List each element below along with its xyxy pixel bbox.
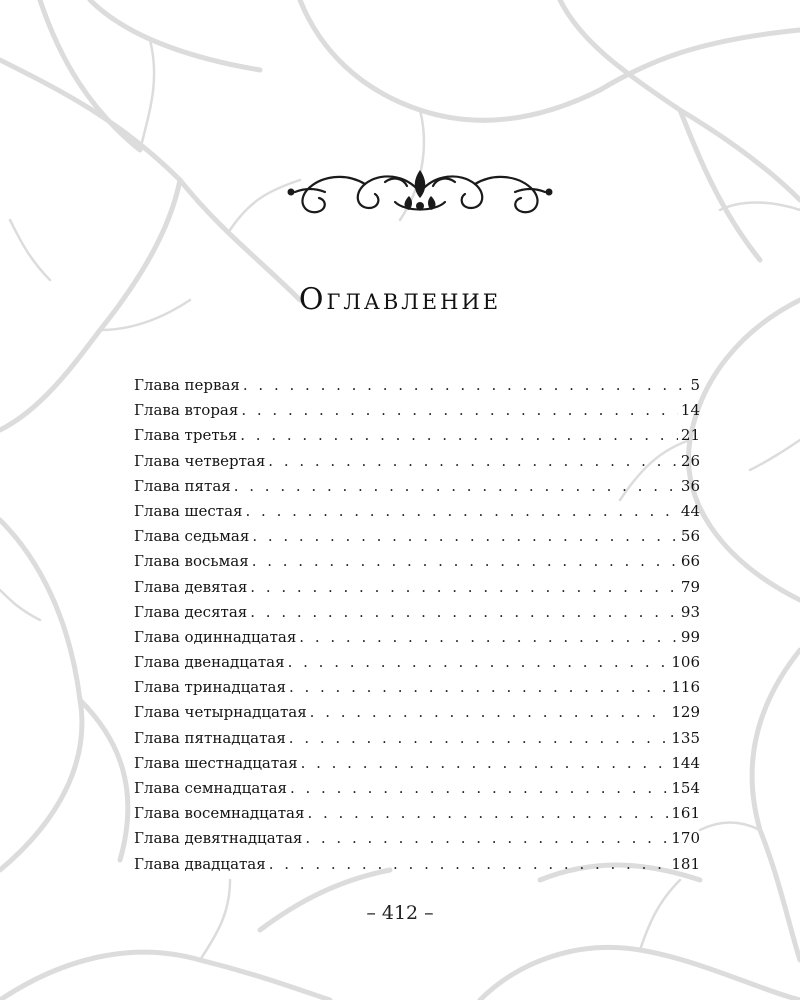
toc-dot-leader <box>269 855 669 873</box>
page-number: – 412 – <box>366 902 434 924</box>
toc-dot-leader <box>246 502 678 520</box>
toc-dot-leader <box>241 401 678 419</box>
toc-entry <box>134 754 700 779</box>
toc-entry-page: 135 <box>671 728 700 747</box>
toc-entry-label: Глава тринадцатая <box>134 678 286 697</box>
toc-entry <box>134 376 700 401</box>
toc-entry-label: Глава восьмая <box>134 552 249 571</box>
toc-entry <box>134 628 700 653</box>
toc-dot-leader <box>252 527 678 545</box>
toc-entry <box>134 678 700 703</box>
toc-entry-page: 170 <box>671 829 700 848</box>
toc-entry <box>134 552 700 577</box>
toc-entry-page: 181 <box>671 854 700 873</box>
toc-entry-page: 5 <box>690 376 700 394</box>
toc-entry-label: Глава шестнадцатая <box>134 753 298 772</box>
toc-entry-label: Глава одиннадцатая <box>134 627 297 646</box>
toc-entry-label: Глава пятнадцатая <box>134 728 286 747</box>
toc-dot-leader <box>268 452 678 470</box>
toc-entry-page: 14 <box>680 401 700 420</box>
toc-entry-label: Глава двадцатая <box>134 854 266 873</box>
toc-entry <box>134 804 700 829</box>
toc-entry-label: Глава семнадцатая <box>134 779 287 797</box>
toc-dot-leader <box>234 477 678 495</box>
toc-entry <box>134 426 700 451</box>
toc-entry <box>134 779 700 804</box>
ornament-icon <box>285 162 555 222</box>
toc-entry <box>134 502 700 527</box>
toc-dot-leader <box>299 628 678 646</box>
toc-entry-label: Глава первая <box>134 376 240 394</box>
toc-entry <box>134 703 700 728</box>
toc-entry <box>134 401 700 426</box>
toc-dot-leader <box>290 779 668 797</box>
toc-entry <box>134 653 700 678</box>
toc-entry-label: Глава четырнадцатая <box>134 703 307 722</box>
toc-dot-leader <box>305 829 668 847</box>
toc-entry-label: Глава седьмая <box>134 527 250 546</box>
toc-entry-page: 93 <box>680 602 700 621</box>
toc-entry-page: 116 <box>671 678 700 697</box>
toc-dot-leader <box>288 653 669 671</box>
toc-entry-page: 26 <box>680 451 700 470</box>
toc-entry-label: Глава двенадцатая <box>134 653 285 672</box>
toc-dot-leader <box>289 729 669 747</box>
toc-entry-label: Глава шестая <box>134 501 243 520</box>
toc-entry-page: 56 <box>680 527 700 546</box>
toc-entry-page: 144 <box>671 753 700 772</box>
toc-dot-leader <box>301 754 669 772</box>
toc-dot-leader <box>250 603 678 621</box>
toc-entry-label: Глава восемнадцатая <box>134 804 305 823</box>
toc-entry <box>134 729 700 754</box>
toc-entry-page: 44 <box>680 501 700 520</box>
toc-entry-label: Глава четвертая <box>134 451 266 470</box>
toc-entry <box>134 603 700 628</box>
toc-entry-page: 66 <box>680 552 700 571</box>
toc-entry-label: Глава вторая <box>134 401 239 420</box>
toc-entry <box>134 829 700 854</box>
toc-entry-label: Глава девятнадцатая <box>134 829 303 848</box>
toc-entry-label: Глава пятая <box>134 476 231 495</box>
toc-dot-leader <box>250 578 678 596</box>
toc-entry-page: 161 <box>671 804 700 823</box>
toc-entry-page: 21 <box>680 426 700 445</box>
toc-dot-leader <box>310 703 669 721</box>
toc-entry <box>134 452 700 477</box>
toc-entry-label: Глава десятая <box>134 602 248 621</box>
toc-dot-leader <box>289 678 668 696</box>
toc-entry-label: Глава третья <box>134 426 238 445</box>
toc-entry-page: 79 <box>680 577 700 596</box>
toc-entry-page: 154 <box>671 779 700 797</box>
table-of-contents <box>134 376 700 880</box>
toc-entry <box>134 578 700 603</box>
toc-dot-leader <box>243 376 688 394</box>
toc-entry-label: Глава девятая <box>134 577 248 596</box>
toc-entry-page: 99 <box>680 627 700 646</box>
toc-entry-page: 106 <box>671 653 700 672</box>
toc-entry <box>134 855 700 880</box>
page-title: Оглавление <box>298 282 502 317</box>
toc-dot-leader <box>307 804 668 822</box>
toc-entry <box>134 477 700 502</box>
toc-dot-leader <box>240 426 678 444</box>
toc-entry-page: 36 <box>680 476 700 495</box>
toc-dot-leader <box>252 552 678 570</box>
toc-entry <box>134 527 700 552</box>
toc-entry-page: 129 <box>671 703 700 722</box>
